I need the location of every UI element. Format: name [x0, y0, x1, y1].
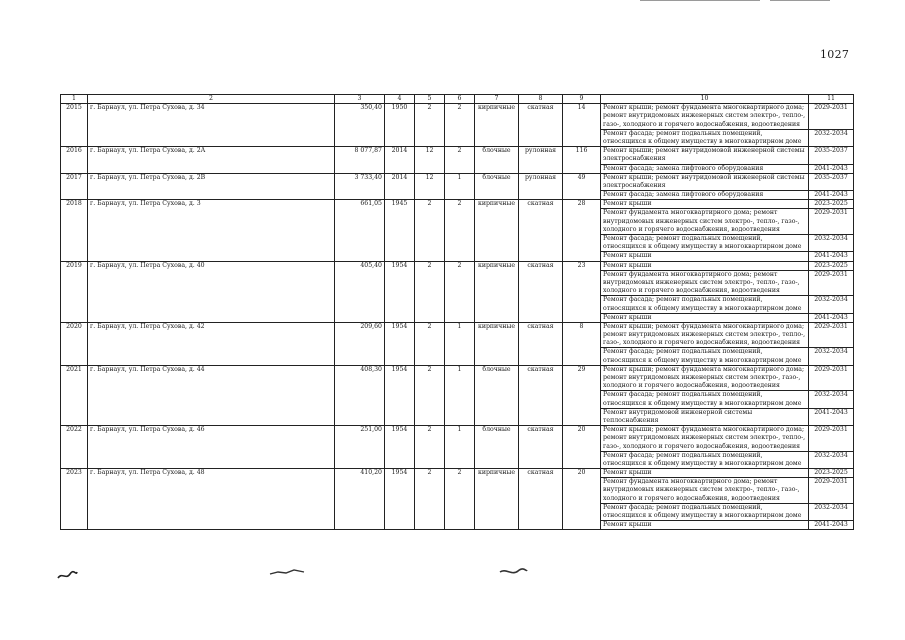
- scan-edge-line: [640, 0, 760, 1]
- work-description: Ремонт крыши; ремонт внутридомовой инженерной системы электроснабжения: [601, 173, 809, 190]
- work-period: 2035-2037: [809, 147, 854, 164]
- address: г. Барнаул, ул. Петра Сухова, д. 34: [88, 104, 335, 147]
- residents-count: 29: [563, 365, 601, 425]
- residents-count: 116: [563, 147, 601, 174]
- column-number: 9: [563, 95, 601, 104]
- total-area: 405,40: [335, 261, 385, 322]
- table-row: [61, 426, 854, 452]
- column-number: 10: [601, 95, 809, 104]
- register-body: [61, 95, 854, 530]
- work-period: 2041-2043: [809, 313, 854, 322]
- pen-mark-right: [498, 566, 528, 578]
- total-area: 209,60: [335, 322, 385, 365]
- table-row: [61, 322, 854, 348]
- row-number: 2017: [61, 173, 88, 200]
- residents-count: 14: [563, 104, 601, 147]
- build-year: 1954: [385, 426, 415, 469]
- total-area: 251,00: [335, 426, 385, 469]
- total-area: 410,20: [335, 469, 385, 530]
- table-row: [61, 200, 854, 209]
- roof-type: рулонная: [519, 173, 563, 200]
- column-number: 7: [475, 95, 519, 104]
- work-period: 2032-2034: [809, 235, 854, 252]
- address: г. Барнаул, ул. Петра Сухова, д. 40: [88, 261, 335, 322]
- work-period: 2023-2025: [809, 469, 854, 478]
- column-number: 5: [415, 95, 445, 104]
- work-description: Ремонт крыши: [601, 313, 809, 322]
- column-number: 2: [88, 95, 335, 104]
- build-year: 1950: [385, 104, 415, 147]
- row-number: 2019: [61, 261, 88, 322]
- work-description: Ремонт крыши; ремонт фундамента многоквартирного дома; ремонт внутридомовых инженерных систем электро-, тепло-, газо-, холодного и горячего водоснабжения, водоотведения: [601, 322, 809, 348]
- entrances-count: 2: [445, 147, 475, 174]
- work-period: 2041-2043: [809, 252, 854, 261]
- work-period: 2032-2034: [809, 391, 854, 408]
- work-period: 2041-2043: [809, 408, 854, 425]
- work-period: 2032-2034: [809, 296, 854, 313]
- floors-count: 12: [415, 173, 445, 200]
- wall-material: блочные: [475, 426, 519, 469]
- work-period: 2029-2031: [809, 426, 854, 452]
- wall-material: кирпичные: [475, 261, 519, 322]
- floors-count: 2: [415, 322, 445, 365]
- work-description: Ремонт крыши; ремонт фундамента многоквартирного дома; ремонт внутридомовых инженерных систем электро-, тепло-, газо-, холодного и горячего водоснабжения, водоотведения: [601, 426, 809, 452]
- work-description: Ремонт крыши: [601, 469, 809, 478]
- work-period: 2029-2031: [809, 104, 854, 130]
- entrances-count: 2: [445, 200, 475, 261]
- build-year: 1954: [385, 261, 415, 322]
- work-period: 2041-2043: [809, 521, 854, 530]
- work-description: Ремонт фасада; ремонт подвальных помещений, относящихся к общему имуществу в многоквартирном доме: [601, 129, 809, 146]
- wall-material: кирпичные: [475, 322, 519, 365]
- residents-count: 28: [563, 200, 601, 261]
- work-description: Ремонт фундамента многоквартирного дома; ремонт внутридомовых инженерных систем электро-, тепло-, газо-, холодного и горячего водоснабжения, водоотведения: [601, 478, 809, 504]
- build-year: 2014: [385, 147, 415, 174]
- wall-material: блочные: [475, 365, 519, 425]
- pen-mark-left: [56, 566, 78, 582]
- work-description: Ремонт фасада; ремонт подвальных помещений, относящихся к общему имуществу в многоквартирном доме: [601, 235, 809, 252]
- work-description: Ремонт фасада; ремонт подвальных помещений, относящихся к общему имуществу в многоквартирном доме: [601, 296, 809, 313]
- column-number: 11: [809, 95, 854, 104]
- total-area: 350,40: [335, 104, 385, 147]
- build-year: 1954: [385, 469, 415, 530]
- floors-count: 2: [415, 469, 445, 530]
- work-period: 2023-2025: [809, 200, 854, 209]
- work-description: Ремонт внутридомовой инженерной системы теплоснабжения: [601, 408, 809, 425]
- work-period: 2041-2043: [809, 191, 854, 200]
- row-number: 2015: [61, 104, 88, 147]
- work-description: Ремонт фасада; ремонт подвальных помещений, относящихся к общему имуществу в многоквартирном доме: [601, 348, 809, 365]
- roof-type: скатная: [519, 365, 563, 425]
- work-period: 2032-2034: [809, 451, 854, 468]
- work-period: 2023-2025: [809, 261, 854, 270]
- residents-count: 8: [563, 322, 601, 365]
- table-row: [61, 104, 854, 130]
- scan-edge-line: [770, 0, 830, 1]
- table-row: [61, 147, 854, 164]
- row-number: 2018: [61, 200, 88, 261]
- roof-type: скатная: [519, 469, 563, 530]
- build-year: 1954: [385, 365, 415, 425]
- work-period: 2032-2034: [809, 503, 854, 520]
- column-number: 8: [519, 95, 563, 104]
- build-year: 2014: [385, 173, 415, 200]
- work-description: Ремонт фундамента многоквартирного дома; ремонт внутридомовых инженерных систем электро-, тепло-, газо-, холодного и горячего водоснабжения, водоотведения: [601, 270, 809, 296]
- work-period: 2029-2031: [809, 365, 854, 391]
- work-description: Ремонт фасада; ремонт подвальных помещений, относящихся к общему имуществу в многоквартирном доме: [601, 391, 809, 408]
- residents-count: 20: [563, 469, 601, 530]
- roof-type: скатная: [519, 322, 563, 365]
- table-row: [61, 261, 854, 270]
- pen-mark-middle: [268, 566, 308, 578]
- roof-type: рулонная: [519, 147, 563, 174]
- residents-count: 49: [563, 173, 601, 200]
- work-period: 2032-2034: [809, 348, 854, 365]
- address: г. Барнаул, ул. Петра Сухова, д. 48: [88, 469, 335, 530]
- column-number: 1: [61, 95, 88, 104]
- work-period: 2029-2031: [809, 270, 854, 296]
- floors-count: 2: [415, 104, 445, 147]
- entrances-count: 1: [445, 322, 475, 365]
- work-description: Ремонт крыши; ремонт фундамента многоквартирного дома; ремонт внутридомовых инженерных систем электро-, газо-, холодного и горячего водоснабжения, водоотведения: [601, 365, 809, 391]
- row-number: 2022: [61, 426, 88, 469]
- wall-material: кирпичные: [475, 200, 519, 261]
- work-description: Ремонт крыши: [601, 521, 809, 530]
- address: г. Барнаул, ул. Петра Сухова, д. 3: [88, 200, 335, 261]
- work-description: Ремонт фасада; ремонт подвальных помещений, относящихся к общему имуществу в многоквартирном доме: [601, 503, 809, 520]
- work-period: 2041-2043: [809, 164, 854, 173]
- work-description: Ремонт крыши; ремонт внутридомовой инженерной системы электроснабжения: [601, 147, 809, 164]
- work-description: Ремонт фундамента многоквартирного дома; ремонт внутридомовых инженерных систем электро-, тепло-, газо-, холодного и горячего водоснабжения, водоотведения: [601, 209, 809, 235]
- row-number: 2023: [61, 469, 88, 530]
- table-row: [61, 365, 854, 391]
- address: г. Барнаул, ул. Петра Сухова, д. 2А: [88, 147, 335, 174]
- work-period: 2035-2037: [809, 173, 854, 190]
- address: г. Барнаул, ул. Петра Сухова, д. 44: [88, 365, 335, 425]
- work-period: 2029-2031: [809, 478, 854, 504]
- entrances-count: 2: [445, 261, 475, 322]
- entrances-count: 2: [445, 469, 475, 530]
- address: г. Барнаул, ул. Петра Сухова, д. 42: [88, 322, 335, 365]
- work-period: 2032-2034: [809, 129, 854, 146]
- floors-count: 2: [415, 426, 445, 469]
- housing-register-table: [60, 94, 854, 530]
- total-area: 3 733,40: [335, 173, 385, 200]
- total-area: 661,05: [335, 200, 385, 261]
- work-period: 2029-2031: [809, 322, 854, 348]
- work-description: Ремонт фасада; замена лифтового оборудования: [601, 191, 809, 200]
- wall-material: кирпичные: [475, 469, 519, 530]
- roof-type: скатная: [519, 261, 563, 322]
- floors-count: 12: [415, 147, 445, 174]
- total-area: 408,30: [335, 365, 385, 425]
- floors-count: 2: [415, 261, 445, 322]
- address: г. Барнаул, ул. Петра Сухова, д. 46: [88, 426, 335, 469]
- work-description: Ремонт крыши; ремонт фундамента многоквартирного дома; ремонт внутридомовых инженерных систем электро-, тепло-, газо-, холодного и горячего водоснабжения, водоотведения: [601, 104, 809, 130]
- build-year: 1954: [385, 322, 415, 365]
- wall-material: кирпичные: [475, 104, 519, 147]
- page-number: 1027: [820, 48, 850, 61]
- entrances-count: 1: [445, 365, 475, 425]
- entrances-count: 1: [445, 426, 475, 469]
- work-description: Ремонт крыши: [601, 252, 809, 261]
- table-row: [61, 469, 854, 478]
- row-number: 2020: [61, 322, 88, 365]
- work-period: 2029-2031: [809, 209, 854, 235]
- build-year: 1945: [385, 200, 415, 261]
- residents-count: 20: [563, 426, 601, 469]
- residents-count: 23: [563, 261, 601, 322]
- table-row: [61, 173, 854, 190]
- floors-count: 2: [415, 200, 445, 261]
- entrances-count: 2: [445, 104, 475, 147]
- row-number: 2021: [61, 365, 88, 425]
- work-description: Ремонт фасада; замена лифтового оборудования: [601, 164, 809, 173]
- roof-type: скатная: [519, 200, 563, 261]
- entrances-count: 1: [445, 173, 475, 200]
- row-number: 2016: [61, 147, 88, 174]
- wall-material: блочные: [475, 173, 519, 200]
- work-description: Ремонт крыши: [601, 261, 809, 270]
- work-description: Ремонт фасада; ремонт подвальных помещений, относящихся к общему имуществу в многоквартирном доме: [601, 451, 809, 468]
- column-number: 3: [335, 95, 385, 104]
- floors-count: 2: [415, 365, 445, 425]
- column-number: 4: [385, 95, 415, 104]
- address: г. Барнаул, ул. Петра Сухова, д. 2В: [88, 173, 335, 200]
- column-number: 6: [445, 95, 475, 104]
- total-area: 8 077,87: [335, 147, 385, 174]
- wall-material: блочные: [475, 147, 519, 174]
- roof-type: скатная: [519, 426, 563, 469]
- column-number-row: [61, 95, 854, 104]
- work-description: Ремонт крыши: [601, 200, 809, 209]
- roof-type: скатная: [519, 104, 563, 147]
